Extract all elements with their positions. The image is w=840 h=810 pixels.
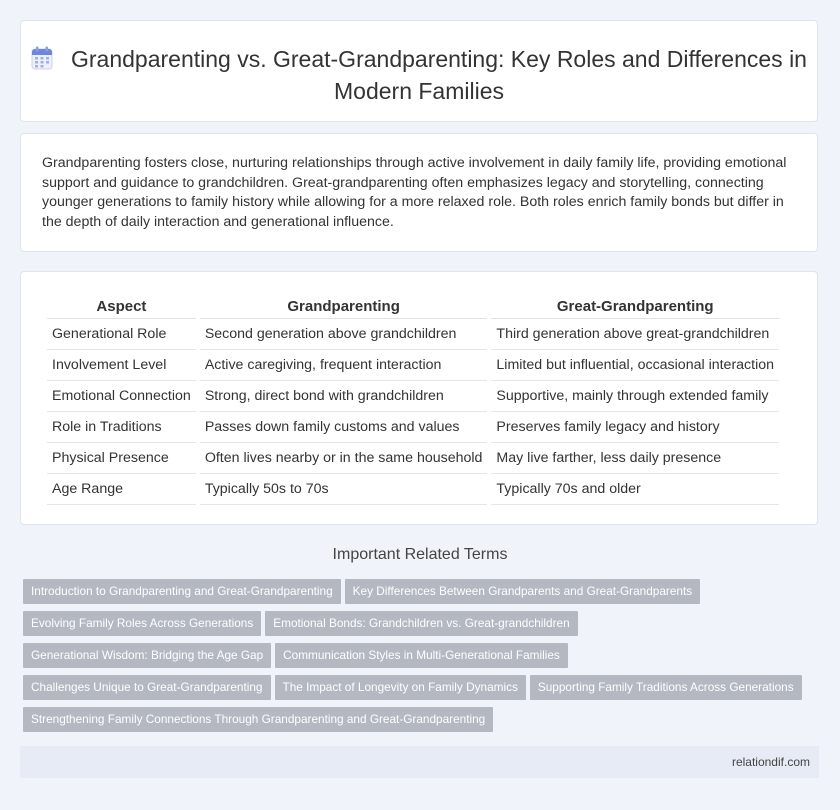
related-term-tag[interactable]: The Impact of Longevity on Family Dynamics <box>275 675 526 700</box>
related-terms-title: Important Related Terms <box>332 546 508 563</box>
table-row <box>47 381 779 412</box>
table-cell: Typically 70s and older <box>491 474 779 505</box>
intro-paragraph: Grandparenting fosters close, nurturing relationships through active involvement in daily family life, providing emotional support and guidance to grandchildren. Great-grandparenting often emphasizes legacy and storytelling, connecting younger generations to family history while allowing for a more relaxed role. Both roles enrich family bonds but differ in the depth of daily interaction and generational influence. <box>42 155 787 230</box>
table-cell: Third generation above great-grandchildren <box>491 319 779 350</box>
table-row <box>47 350 779 381</box>
table-cell: Role in Traditions <box>47 412 196 443</box>
column-header-great-grandparenting: Great-Grandparenting <box>491 295 779 319</box>
table-header-row <box>47 295 779 319</box>
table-cell: Emotional Connection <box>47 381 196 412</box>
comparison-table <box>43 295 783 505</box>
related-term-tag[interactable]: Key Differences Between Grandparents and Great-Grandparents <box>345 579 700 604</box>
table-cell: Second generation above grandchildren <box>200 319 488 350</box>
table-cell: Active caregiving, frequent interaction <box>200 350 488 381</box>
table-cell: Strong, direct bond with grandchildren <box>200 381 488 412</box>
related-term-tag[interactable]: Evolving Family Roles Across Generations <box>23 611 261 636</box>
table-row <box>47 412 779 443</box>
column-header-aspect: Aspect <box>47 295 196 319</box>
table-cell: Physical Presence <box>47 443 196 474</box>
related-term-tag[interactable]: Challenges Unique to Great-Grandparenting <box>23 675 271 700</box>
table-row <box>47 443 779 474</box>
related-term-tag[interactable]: Emotional Bonds: Grandchildren vs. Great-grandchildren <box>265 611 577 636</box>
table-cell: Limited but influential, occasional interaction <box>491 350 779 381</box>
header-card <box>20 20 818 122</box>
table-cell: May live farther, less daily presence <box>491 443 779 474</box>
footer <box>20 746 819 778</box>
page-title <box>21 45 817 106</box>
calendar-icon <box>31 46 53 77</box>
related-term-tag[interactable]: Introduction to Grandparenting and Great-Grandparenting <box>23 579 341 604</box>
table-cell: Passes down family customs and values <box>200 412 488 443</box>
table-cell: Supportive, mainly through extended family <box>491 381 779 412</box>
related-terms-list <box>23 579 823 739</box>
table-cell: Often lives nearby or in the same household <box>200 443 488 474</box>
table-cell: Generational Role <box>47 319 196 350</box>
table-cell: Preserves family legacy and history <box>491 412 779 443</box>
site-link[interactable]: relationdif.com <box>731 755 810 769</box>
related-term-tag[interactable]: Supporting Family Traditions Across Generations <box>530 675 802 700</box>
related-term-tag[interactable]: Strengthening Family Connections Through Grandparenting and Great-Grandparenting <box>23 707 493 732</box>
table-row <box>47 319 779 350</box>
table-cell: Age Range <box>47 474 196 505</box>
table-row <box>47 474 779 505</box>
related-term-tag[interactable]: Communication Styles in Multi-Generational Families <box>275 643 568 668</box>
column-header-grandparenting: Grandparenting <box>200 295 488 319</box>
table-cell: Involvement Level <box>47 350 196 381</box>
comparison-card <box>20 271 818 525</box>
table-cell: Typically 50s to 70s <box>200 474 488 505</box>
page-title-text: Grandparenting vs. Great-Grandparenting: Key Roles and Differences in Modern Families <box>71 46 807 104</box>
related-term-tag[interactable]: Generational Wisdom: Bridging the Age Gap <box>23 643 271 668</box>
intro-card <box>20 133 818 252</box>
